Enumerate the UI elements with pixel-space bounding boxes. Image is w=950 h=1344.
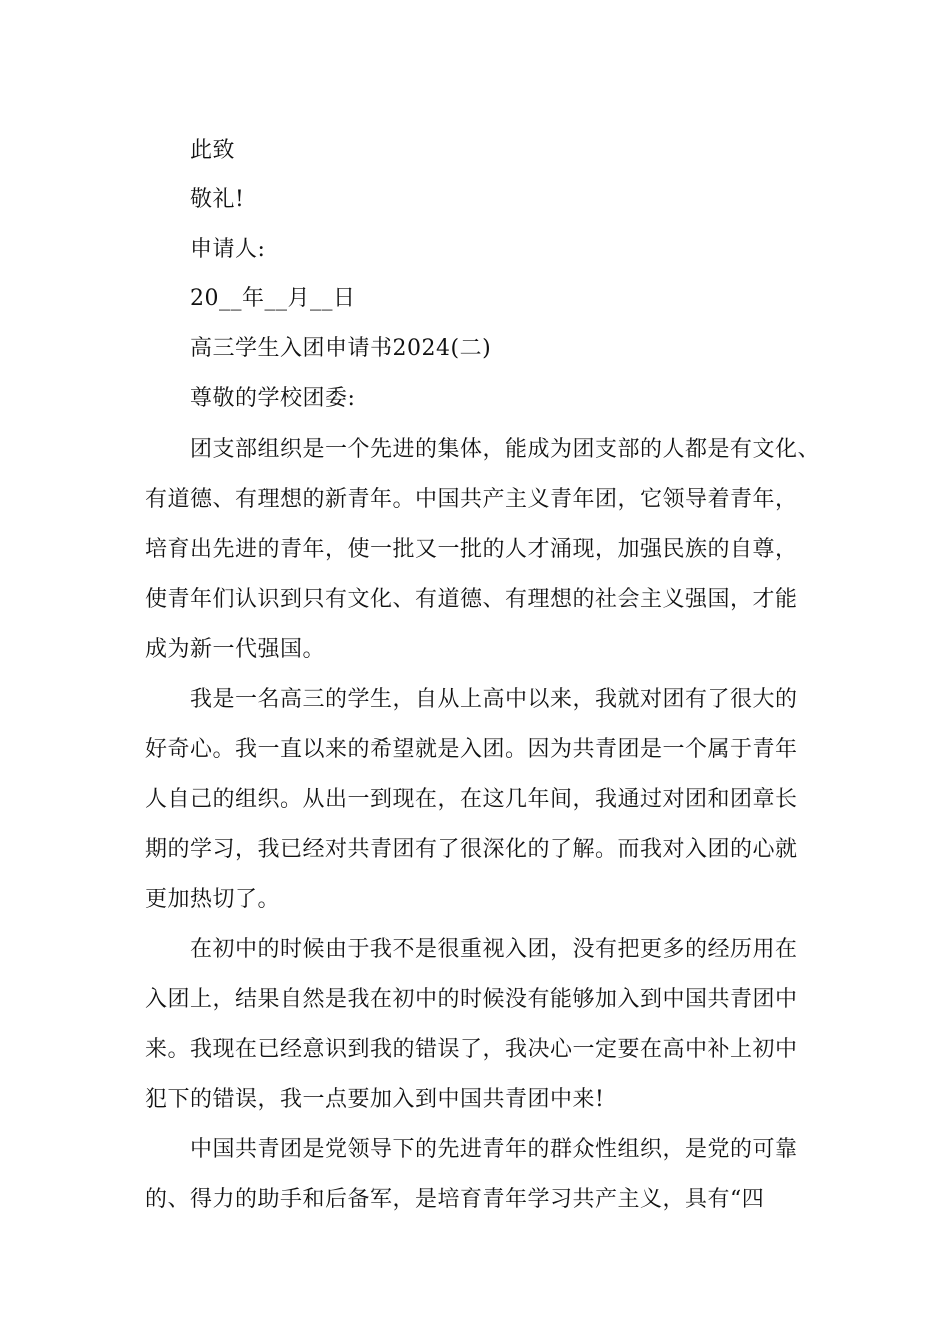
paragraph-2-line-5: 更加热切了。	[145, 887, 281, 912]
paragraph-1-line-3: 培育出先进的青年，使一批又一批的人才涌现，加强民族的自尊，	[145, 537, 798, 562]
paragraph-2-line-4: 期的学习，我已经对共青团有了很深化的了解。而我对入团的心就	[145, 837, 798, 862]
paragraph-1-line-1: 团支部组织是一个先进的集体，能成为团支部的人都是有文化、	[190, 437, 821, 462]
paragraph-1-line-2: 有道德、有理想的新青年。中国共产主义青年团，它领导着青年，	[145, 487, 798, 512]
paragraph-2-line-1: 我是一名高三的学生，自从上高中以来，我就对团有了很大的	[190, 687, 798, 712]
letter-greeting: 尊敬的学校团委:	[190, 386, 356, 411]
paragraph-2-line-3: 人自己的组织。从出一到现在，在这几年间，我通过对团和团章长	[145, 787, 798, 812]
letter-title: 高三学生入团申请书2024(二)	[190, 336, 492, 361]
paragraph-2-line-2: 好奇心。我一直以来的希望就是入团。因为共青团是一个属于青年	[145, 737, 798, 762]
paragraph-1-line-4: 使青年们认识到只有文化、有道德、有理想的社会主义强国，才能	[145, 587, 798, 612]
paragraph-3-line-3: 来。我现在已经意识到我的错误了，我决心一定要在高中补上初中	[145, 1037, 798, 1062]
paragraph-4-line-1: 中国共青团是党领导下的先进青年的群众性组织，是党的可靠	[190, 1137, 798, 1162]
date-line: 20__年__月__日	[190, 286, 356, 311]
paragraph-3-line-1: 在初中的时候由于我不是很重视入团，没有把更多的经历用在	[190, 937, 798, 962]
closing-salutation: 此致	[190, 138, 236, 163]
paragraph-3-line-2: 入团上，结果自然是我在初中的时候没有能够加入到中国共青团中	[145, 987, 798, 1012]
paragraph-4-line-2: 的、得力的助手和后备军，是培育青年学习共产主义，具有“四	[145, 1187, 765, 1212]
paragraph-1-line-5: 成为新一代强国。	[145, 637, 326, 662]
paragraph-3-line-4: 犯下的错误，我一点要加入到中国共青团中来!	[145, 1087, 605, 1112]
closing-regards: 敬礼!	[190, 187, 245, 212]
applicant-label: 申请人:	[190, 237, 266, 262]
